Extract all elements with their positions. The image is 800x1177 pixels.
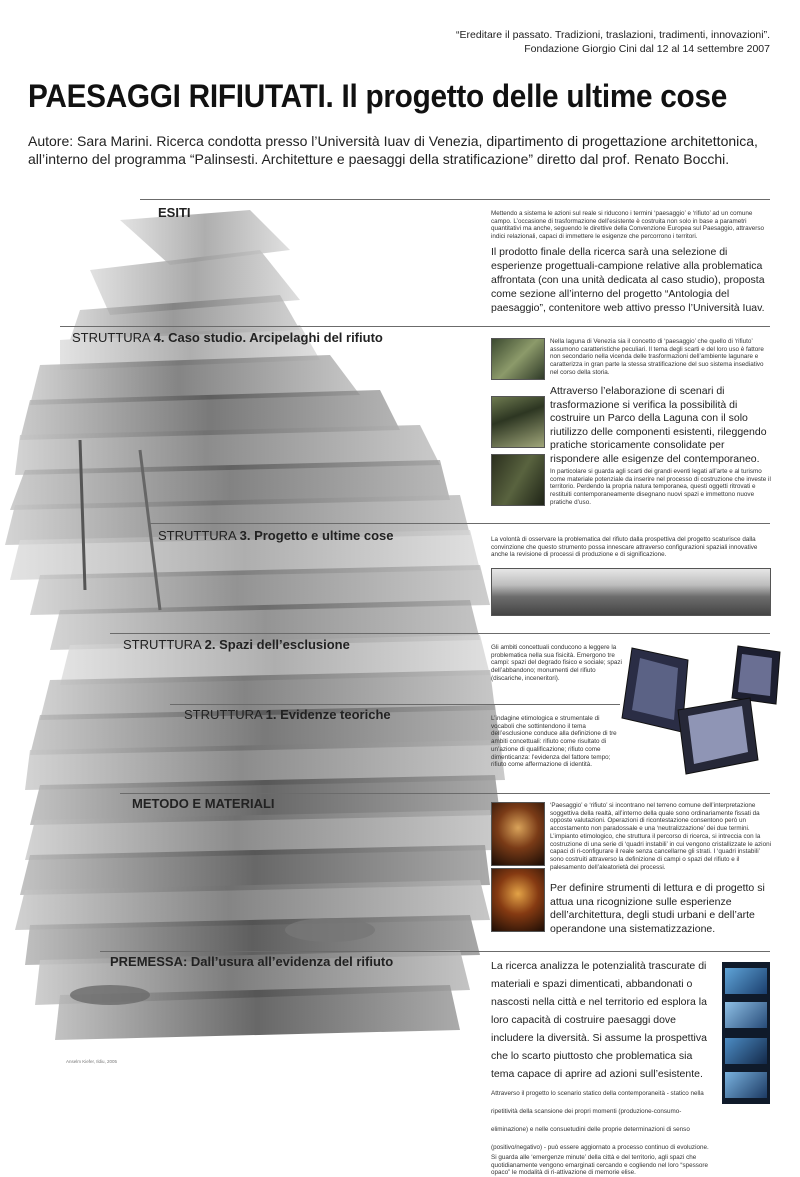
metodo-text-big: Per definire strumenti di lettura e di progetto si attua una ricognizione sulle esperienze dell’architettura, degli studi urbani e dell’arte operandone una sistematizzazione.	[550, 882, 765, 935]
struttura-4-text-2: In particolare si guarda agli scarti dei grandi eventi legati all’arte e al turismo come materiale potenziale da inserire nel processo di costruzione che investe il territorio. Perdendo la propria natura temporanea, questi oggetti ritrovati e restituiti contemporaneamente disegnano nuovi spazi e immettono nuove pratiche d’uso.	[550, 468, 771, 506]
divider	[170, 704, 620, 705]
conference-venue: Fondazione Giorgio Cini dal 12 al 14 settembre 2007	[524, 43, 770, 55]
struttura-4-text-1: Nella laguna di Venezia sia il concetto di ‘paesaggio’ che quello di ‘rifiuto’ assumono caratteristiche peculiari. Il tema degli scarti e del loro uso è fattore non secondario nella vicenda delle trasformazioni dell’ambiente lagunare e caratterizza in gran parte la stessa stratificazione del suo sistema insediativo nel corso della storia.	[550, 338, 764, 376]
section-title-premessa: PREMESSA: Dall’usura all’evidenza del rifiuto	[110, 954, 394, 969]
video-stills-strip	[722, 962, 770, 1104]
section-title-struttura-3: STRUTTURA 3. Progetto e ultime cose	[158, 528, 394, 543]
esiti-text-small: Mettendo a sistema le azioni sul reale si riducono i termini ‘paesaggio’ e ‘rifiuto’ ad un comune campo. L’occasione di trasformazione dell’esistente è costruita non solo in base a parametri quantitativi ma anche, seguendo le direttive della Convenzione Europea sul Paesaggio, attraverso indici relazionali, capaci di immettere le esigenze che percorrono i territori.	[491, 210, 765, 241]
divider	[140, 199, 770, 200]
museum-photo-1	[491, 802, 545, 866]
section-title-metodo: METODO E MATERIALI	[132, 796, 275, 811]
struttura-4-text-big: Attraverso l’elaborazione di scenari di trasformazione si verifica la possibilità di costruire un Parco della Laguna con il solo riutilizzo delle componenti esistenti, rileggendo pratiche storicamente consolidate per rispondere alle esigenze del contemporaneo.	[550, 385, 767, 465]
section-title-esiti: ESITI	[158, 205, 191, 220]
premessa-text-small-2: Si guarda alle ‘emergenze minute’ della città e del territorio, agli spazi che quotidianamente vengono emarginati cercando e cogliendo nel loro “spessore opaco” le modalità di ri-attivazione di memorie elise.	[491, 1154, 709, 1177]
exclusion-spaces-collage	[620, 640, 785, 780]
conference-title: “Ereditare il passato. Tradizioni, traslazioni, tradimenti, innovazioni”.	[456, 29, 770, 41]
divider	[120, 793, 770, 794]
lagoon-photo-1	[491, 338, 545, 380]
premessa-text-big: La ricerca analizza le potenzialità trascurate di materiali e spazi dimenticati, abbandonati o nascosti nella città e nel territorio ed esplora la loro capacità di costruire paesaggi dove includere la diversità. Si assume la prospettiva che lo scarto piuttosto che problematica sia tema capace di aprire ad azioni sull’esistente.	[491, 960, 707, 1080]
image-credit: Anselm Kiefer, Ildiu, 2005	[66, 1059, 118, 1064]
divider	[110, 633, 770, 634]
divider	[60, 326, 770, 327]
landscape-panorama-photo	[491, 568, 771, 616]
metodo-text: ‘Paesaggio’ e ‘rifiuto’ si incontrano nel terreno comune dell’interpretazione soggettiva della realtà, all’interno della quale sono ordinariamente fissati da opposte valutazioni. Operazioni di ricontestazione consentono però un accostamento non paradossale e una ‘neutralizzazione’ dei due termini. L’impianto etimologico, che struttura il percorso di ricerca, si intreccia con la costruzione di una serie di ‘quadri instabili’ in cui vengono cristallizzate le azioni capaci di ri-configurare il reale senza cancellarne gli strati. I ‘quadri instabili’ sono costruiti attraverso la definizione di campi o spazi del rifiuto e il palesamento dell’aleatorietà dei processi.	[550, 802, 771, 871]
page-title: PAESAGGI RIFIUTATI. Il progetto delle ultime cose	[28, 78, 727, 114]
section-title-struttura-1: STRUTTURA 1. Evidenze teoriche	[184, 707, 391, 722]
struttura-2-text: Gli ambiti concettuali conducono a leggere la problematica nella sua fisicità. Emergono tre campi: spazi del degrado fisico e sociale; spazi dell’abbandono; monumenti del rifiuto (discariche, inceneritori).	[491, 644, 622, 682]
author-line: Autore: Sara Marini. Ricerca condotta presso l’Università Iuav di Venezia, dipartimento di progettazione architettonica, all’interno del programma “Palinsesti. Architetture e paesaggi della stratificazione” diretto dal prof. Renato Bocchi.	[28, 133, 758, 167]
struttura-1-text: L’indagine etimologica e strumentale di vocaboli che sottintendono il tema dell’esclusione conduce alla definizione di tre ambiti concettuali: rifiuto come risultato di un’azione di qualificazione; rifiuto come dimenticanza: l’evidenza del fattore tempo; rifiuto come affermazione di identità.	[491, 715, 617, 769]
museum-photo-2	[491, 868, 545, 932]
divider	[100, 951, 770, 952]
stacked-panels-image	[0, 190, 520, 1070]
section-title-struttura-2: STRUTTURA 2. Spazi dell’esclusione	[123, 637, 350, 652]
section-title-struttura-4: STRUTTURA 4. Caso studio. Arcipelaghi del rifiuto	[72, 330, 383, 345]
esiti-text-big: Il prodotto finale della ricerca sarà una selezione di esperienze progettuali-campione relative alla problematica affrontata (con una unità dedicata al caso studio), proposta come sezione all’interno del progetto “Antologia del paesaggio”, contenitore web attivo presso l’Università Iuav.	[491, 246, 765, 314]
conference-note	[450, 28, 770, 56]
lagoon-photo-3	[491, 454, 545, 506]
struttura-3-text: La volontà di osservare la problematica del rifiuto dalla prospettiva del progetto scaturisce dalla convinzione che questo strumento possa innescare attraverso configurazioni spaziali innovative anche la revisione di processi di produzione e di significazione.	[491, 536, 758, 559]
lagoon-photo-2	[491, 396, 545, 448]
premessa-text-block	[491, 956, 717, 1177]
divider	[150, 523, 770, 524]
premessa-text-small: Attraverso il progetto lo scenario statico della contemporaneità - statico nella ripetitività della scansione dei propri momenti (produzione-consumo-eliminazione) e nelle consuetudini delle proprie determinazioni di senso (positivo/negativo) - può essere aggiornato a processo continuo di evoluzione.	[491, 1090, 709, 1151]
